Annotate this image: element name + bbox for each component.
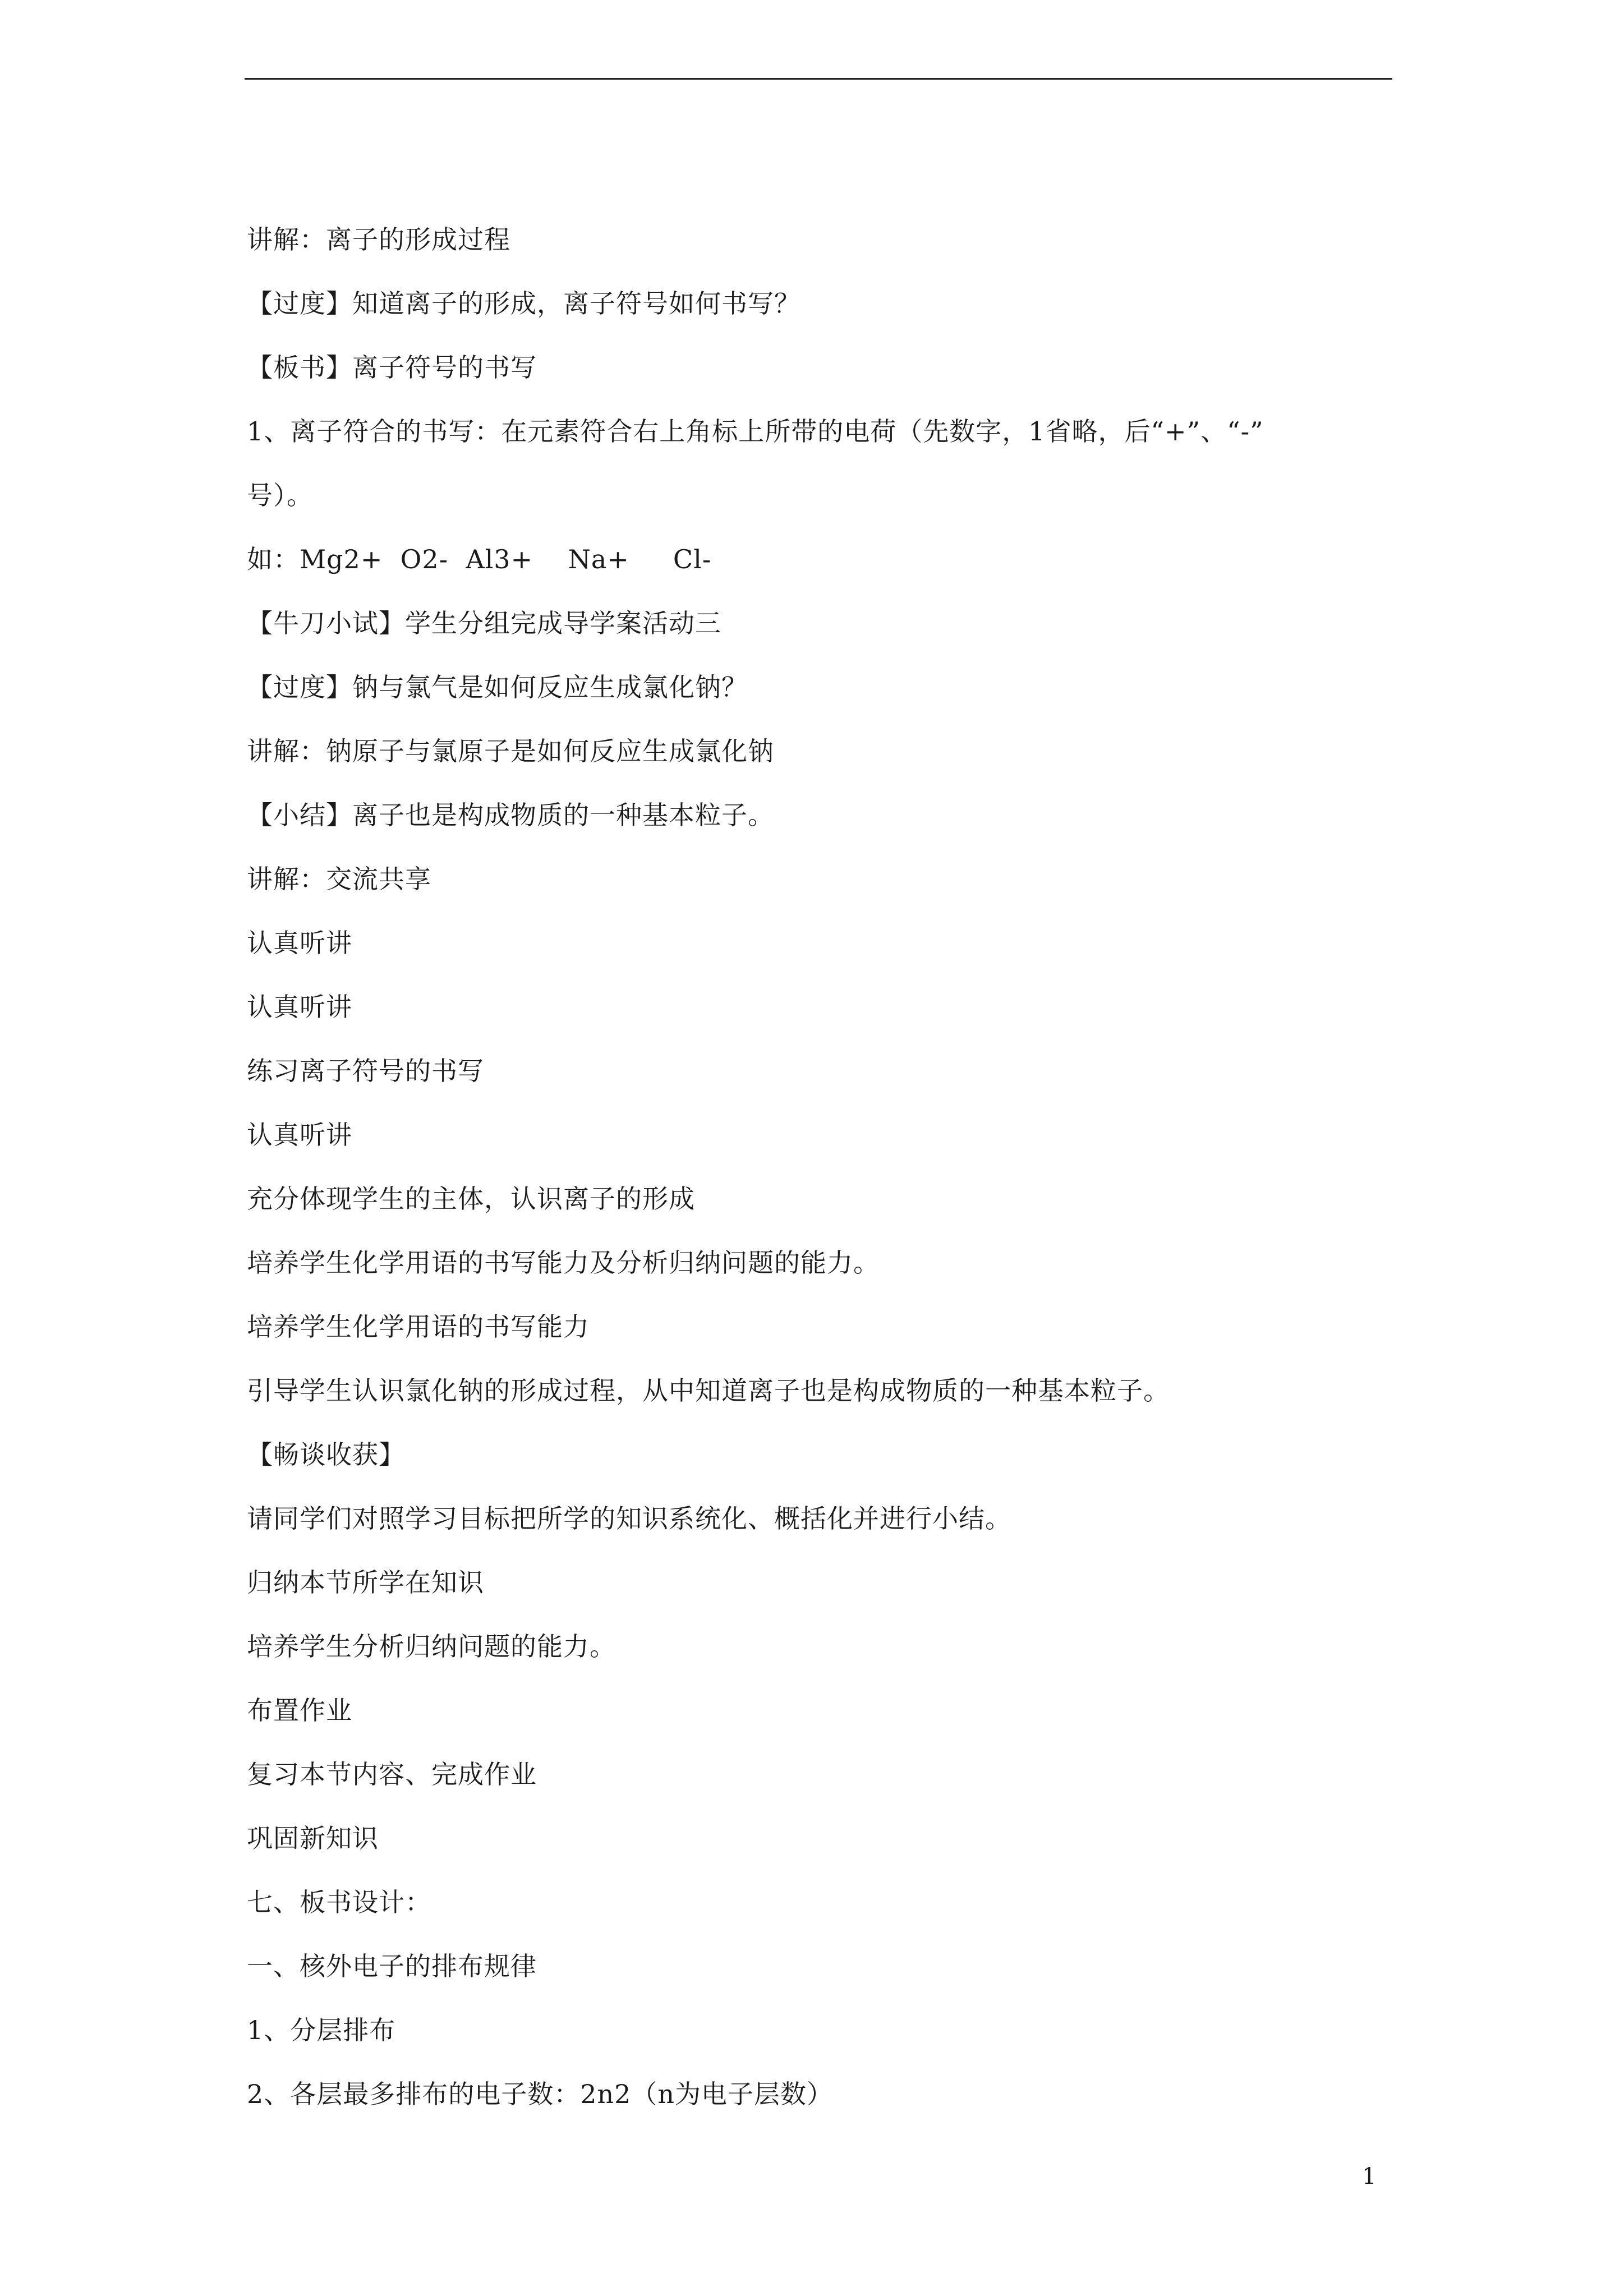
text-line: 巩固新知识 — [247, 1823, 379, 1853]
text-line: 讲解：离子的形成过程 — [247, 224, 510, 255]
text-line: 【牛刀小试】学生分组完成导学案活动三 — [247, 608, 721, 638]
text-line: 培养学生分析归纳问题的能力。 — [247, 1631, 616, 1662]
text-line: 讲解：钠原子与氯原子是如何反应生成氯化钠 — [247, 736, 774, 766]
text-line: 培养学生化学用语的书写能力 — [247, 1312, 590, 1342]
text-line: 复习本节内容、完成作业 — [247, 1759, 537, 1789]
text-line: 引导学生认识氯化钠的形成过程，从中知道离子也是构成物质的一种基本粒子。 — [247, 1375, 1170, 1406]
text-line: 充分体现学生的主体，认识离子的形成 — [247, 1184, 695, 1214]
text-line: 归纳本节所学在知识 — [247, 1567, 484, 1598]
text-line: 请同学们对照学习目标把所学的知识系统化、概括化并进行小结。 — [247, 1503, 1011, 1534]
text-line: 1、离子符合的书写：在元素符合右上角标上所带的电荷（先数字，1省略，后“+”、“-” — [247, 416, 1264, 447]
text-line: 布置作业 — [247, 1695, 352, 1726]
text-line: 认真听讲 — [247, 928, 352, 958]
text-line: 七、板书设计： — [247, 1887, 431, 1917]
text-line: 讲解：交流共享 — [247, 864, 431, 894]
text-line: 2、各层最多排布的电子数：2n2（n为电子层数） — [247, 2079, 834, 2109]
text-line: 认真听讲 — [247, 1120, 352, 1150]
header-rule — [245, 78, 1392, 80]
document-body — [247, 208, 1391, 2126]
text-line: 培养学生化学用语的书写能力及分析归纳问题的能力。 — [247, 1248, 880, 1278]
page-number: 1 — [1362, 2164, 1377, 2189]
text-line: 【畅谈收获】 — [247, 1439, 405, 1470]
text-line: 如：Mg2+ O2- Al3+ Na+ Cl- — [247, 544, 712, 574]
text-line: 号）。 — [247, 480, 313, 510]
text-line: 一、核外电子的排布规律 — [247, 1951, 537, 1981]
text-line: 练习离子符号的书写 — [247, 1056, 484, 1086]
text-line: 【板书】离子符号的书写 — [247, 352, 537, 383]
text-line: 【过度】知道离子的形成，离子符号如何书写？ — [247, 288, 801, 319]
text-line: 1、分层排布 — [247, 2015, 396, 2045]
text-line: 【过度】钠与氯气是如何反应生成氯化钠？ — [247, 672, 748, 702]
text-line: 【小结】离子也是构成物质的一种基本粒子。 — [247, 800, 774, 830]
text-line: 认真听讲 — [247, 992, 352, 1022]
